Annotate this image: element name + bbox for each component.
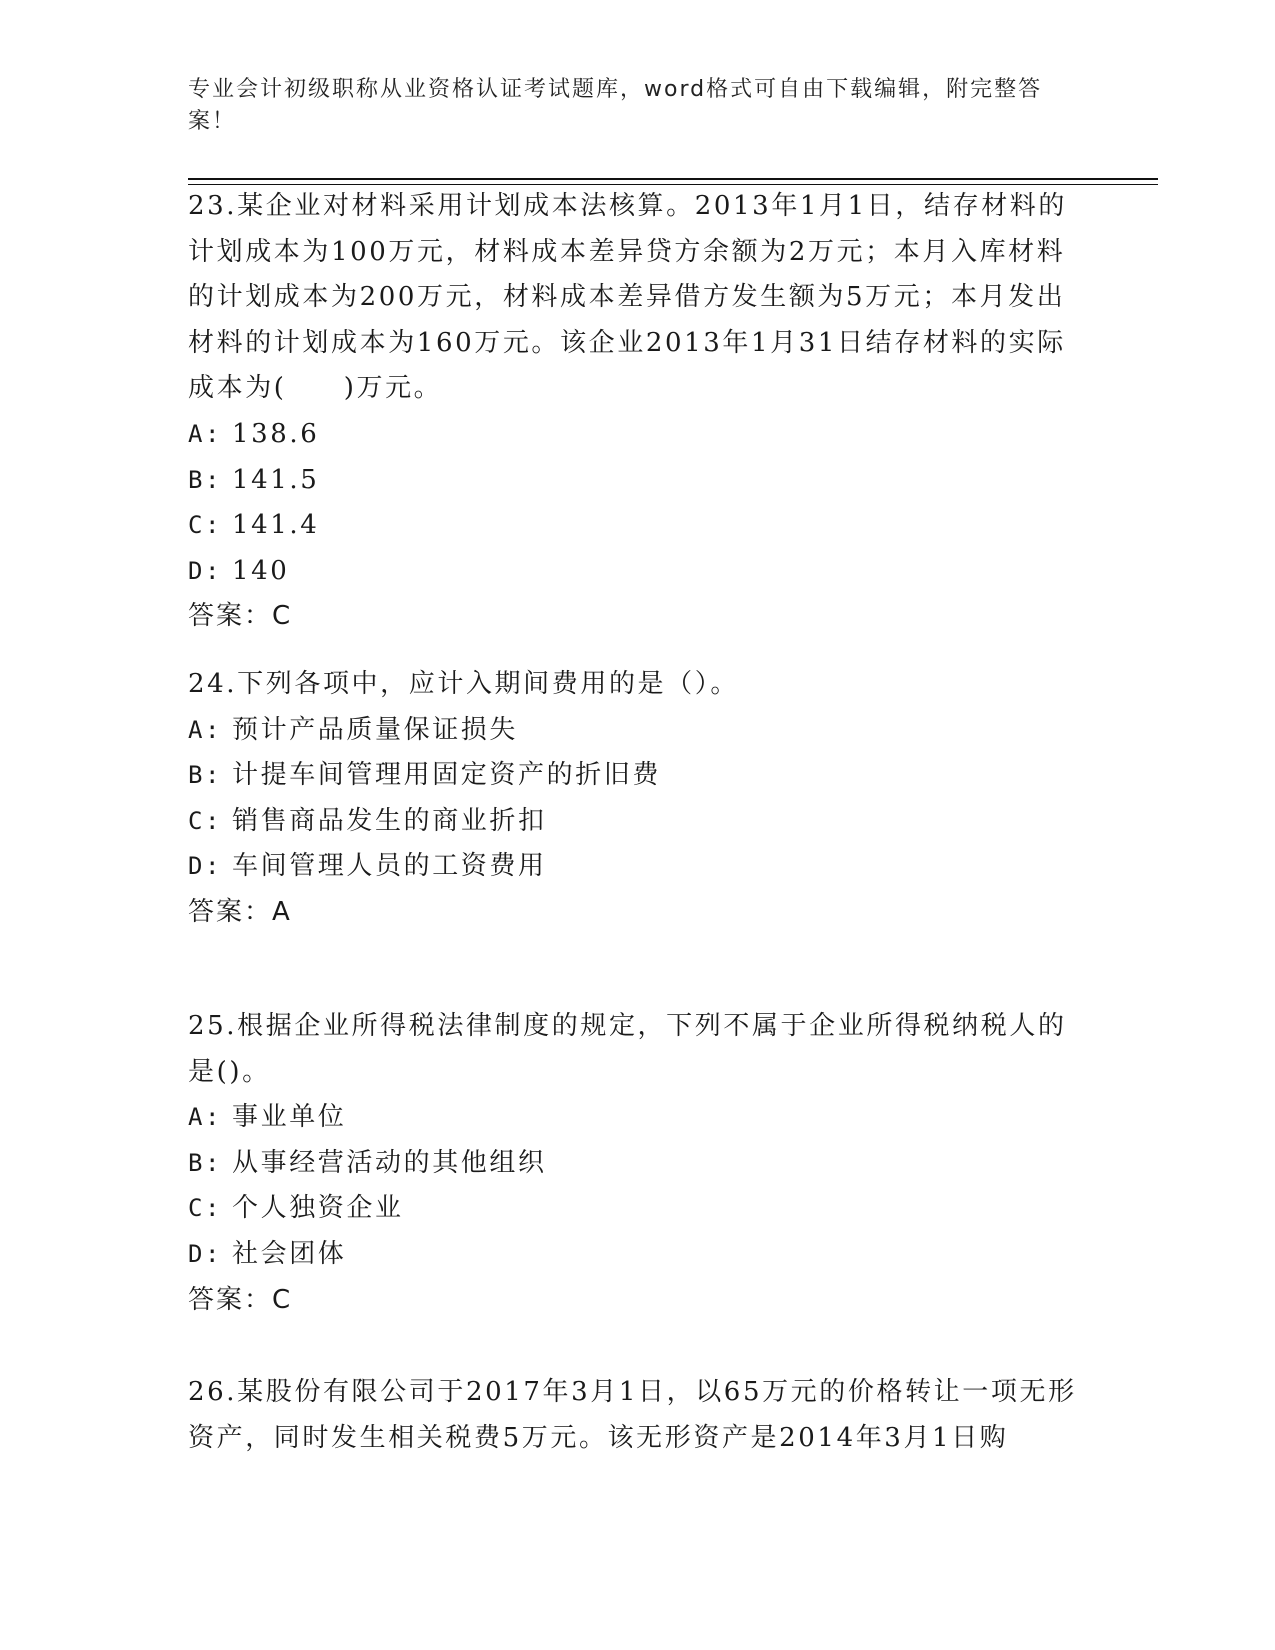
question-stem: 23.某企业对材料采用计划成本法核算。2013年1月1日，结存材料的计划成本为100万元，材料成本差异贷方余额为2万元；本月入库材料的计划成本为200万元，材料成本差异借方发生额为5万元；本月发出材料的计划成本为160万元。该企业2013年1月31日结存材料的实际成本为( )万元。 — [188, 191, 1068, 404]
question-23 — [188, 184, 1088, 640]
option-key: D: — [188, 556, 223, 585]
option-b — [188, 1141, 1088, 1187]
option-text: 从事经营活动的其他组织 — [232, 1147, 547, 1178]
option-key: B: — [188, 465, 223, 494]
option-c — [188, 503, 1088, 549]
option-text: 销售商品发生的商业折扣 — [232, 805, 547, 836]
header-divider — [188, 178, 1158, 180]
option-text: 车间管理人员的工资费用 — [232, 851, 547, 882]
option-key: A: — [188, 419, 223, 448]
option-text: 预计产品质量保证损失 — [232, 714, 519, 745]
option-text: 社会团体 — [232, 1238, 347, 1269]
option-a — [188, 412, 1088, 458]
option-key: A: — [188, 1103, 223, 1132]
question-24 — [188, 662, 1088, 936]
page-header: 专业会计初级职称从业资格认证考试题库，word格式可自由下载编辑，附完整答案！ — [188, 77, 1043, 134]
option-key: D: — [188, 852, 223, 881]
option-key: B: — [188, 1148, 223, 1177]
answer: 答案：A — [188, 896, 292, 927]
option-text: 个人独资企业 — [232, 1193, 404, 1224]
question-stem: 24.下列各项中，应计入期间费用的是（）。 — [188, 669, 739, 699]
option-key: C: — [188, 511, 223, 540]
option-b — [188, 458, 1088, 504]
option-b — [188, 753, 1088, 799]
question-stem: 25.根据企业所得税法律制度的规定，下列不属于企业所得税纳税人的是()。 — [188, 1011, 1067, 1087]
option-d — [188, 844, 1088, 890]
option-text: 140 — [232, 555, 290, 586]
option-d — [188, 549, 1088, 595]
option-text: 事业单位 — [232, 1102, 347, 1133]
option-a — [188, 1095, 1088, 1141]
answer: 答案：C — [188, 601, 293, 632]
question-26 — [188, 1370, 1088, 1461]
option-key: C: — [188, 1194, 223, 1223]
option-key: A: — [188, 715, 223, 744]
option-a — [188, 708, 1088, 754]
option-key: B: — [188, 761, 223, 790]
option-text: 141.4 — [232, 510, 320, 541]
option-text: 计提车间管理用固定资产的折旧费 — [232, 760, 662, 791]
option-text: 141.5 — [232, 464, 320, 495]
option-key: D: — [188, 1239, 223, 1268]
question-25 — [188, 1004, 1088, 1323]
answer: 答案：C — [188, 1284, 293, 1315]
option-c — [188, 1186, 1088, 1232]
option-c — [188, 799, 1088, 845]
option-text: 138.6 — [232, 418, 320, 449]
option-d — [188, 1232, 1088, 1278]
option-key: C: — [188, 806, 223, 835]
question-stem: 26.某股份有限公司于2017年3月1日，以65万元的价格转让一项无形资产，同时发生相关税费5万元。该无形资产是2014年3月1日购 — [188, 1377, 1077, 1453]
